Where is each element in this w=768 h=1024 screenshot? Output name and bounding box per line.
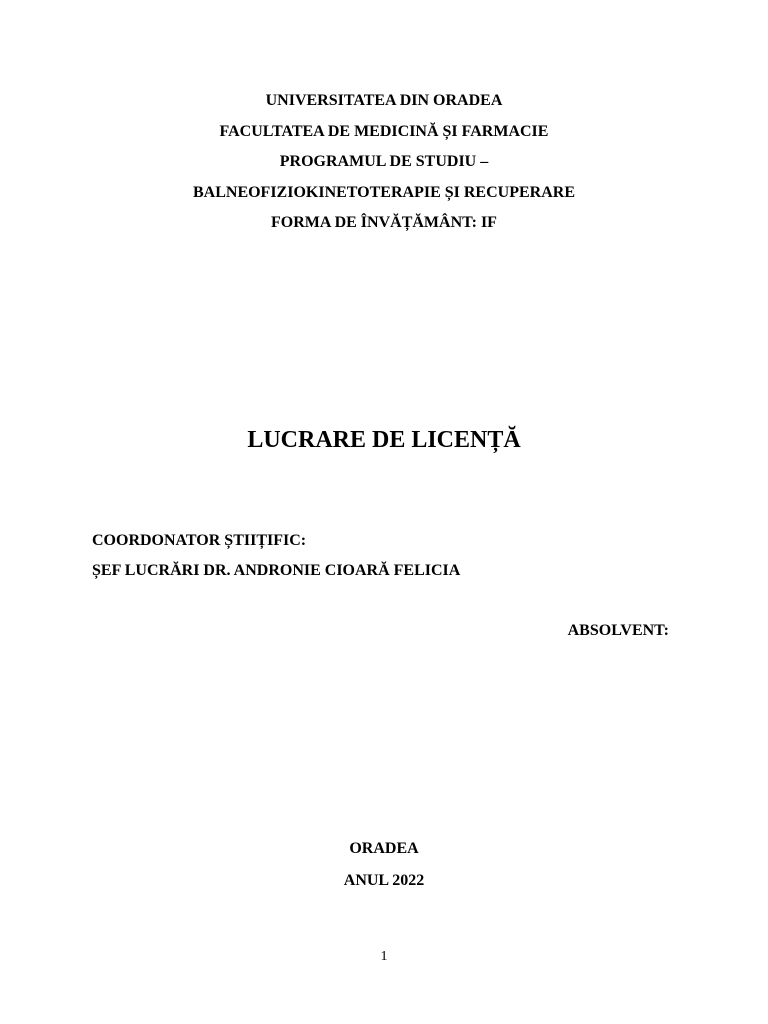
- city: ORADEA: [349, 840, 419, 857]
- coordinator-label: COORDONATOR ȘTIIȚIFIC:: [92, 532, 307, 549]
- thesis-title: LUCRARE DE LICENȚĂ: [247, 427, 521, 453]
- faculty-name: FACULTATEA DE MEDICINĂ ȘI FARMACIE: [219, 122, 549, 140]
- university-name: UNIVERSITATEA DIN ORADEA: [265, 92, 503, 109]
- coordinator-block: [92, 526, 460, 586]
- study-program: PROGRAMUL DE STUDIU –: [279, 153, 489, 170]
- title-page-footer: [0, 833, 768, 897]
- year: ANUL 2022: [343, 872, 425, 889]
- study-form: FORMA DE ÎNVĂȚĂMÂNT: IF: [271, 214, 497, 231]
- page-number: 1: [380, 949, 388, 964]
- coordinator-name: ȘEF LUCRĂRI DR. ANDRONIE CIOARĂ FELICIA: [92, 562, 461, 579]
- specialization: BALNEOFIZIOKINETOTERAPIE ȘI RECUPERARE: [192, 183, 575, 201]
- graduate-label: ABSOLVENT:: [567, 622, 669, 639]
- title-page-header: [0, 86, 768, 239]
